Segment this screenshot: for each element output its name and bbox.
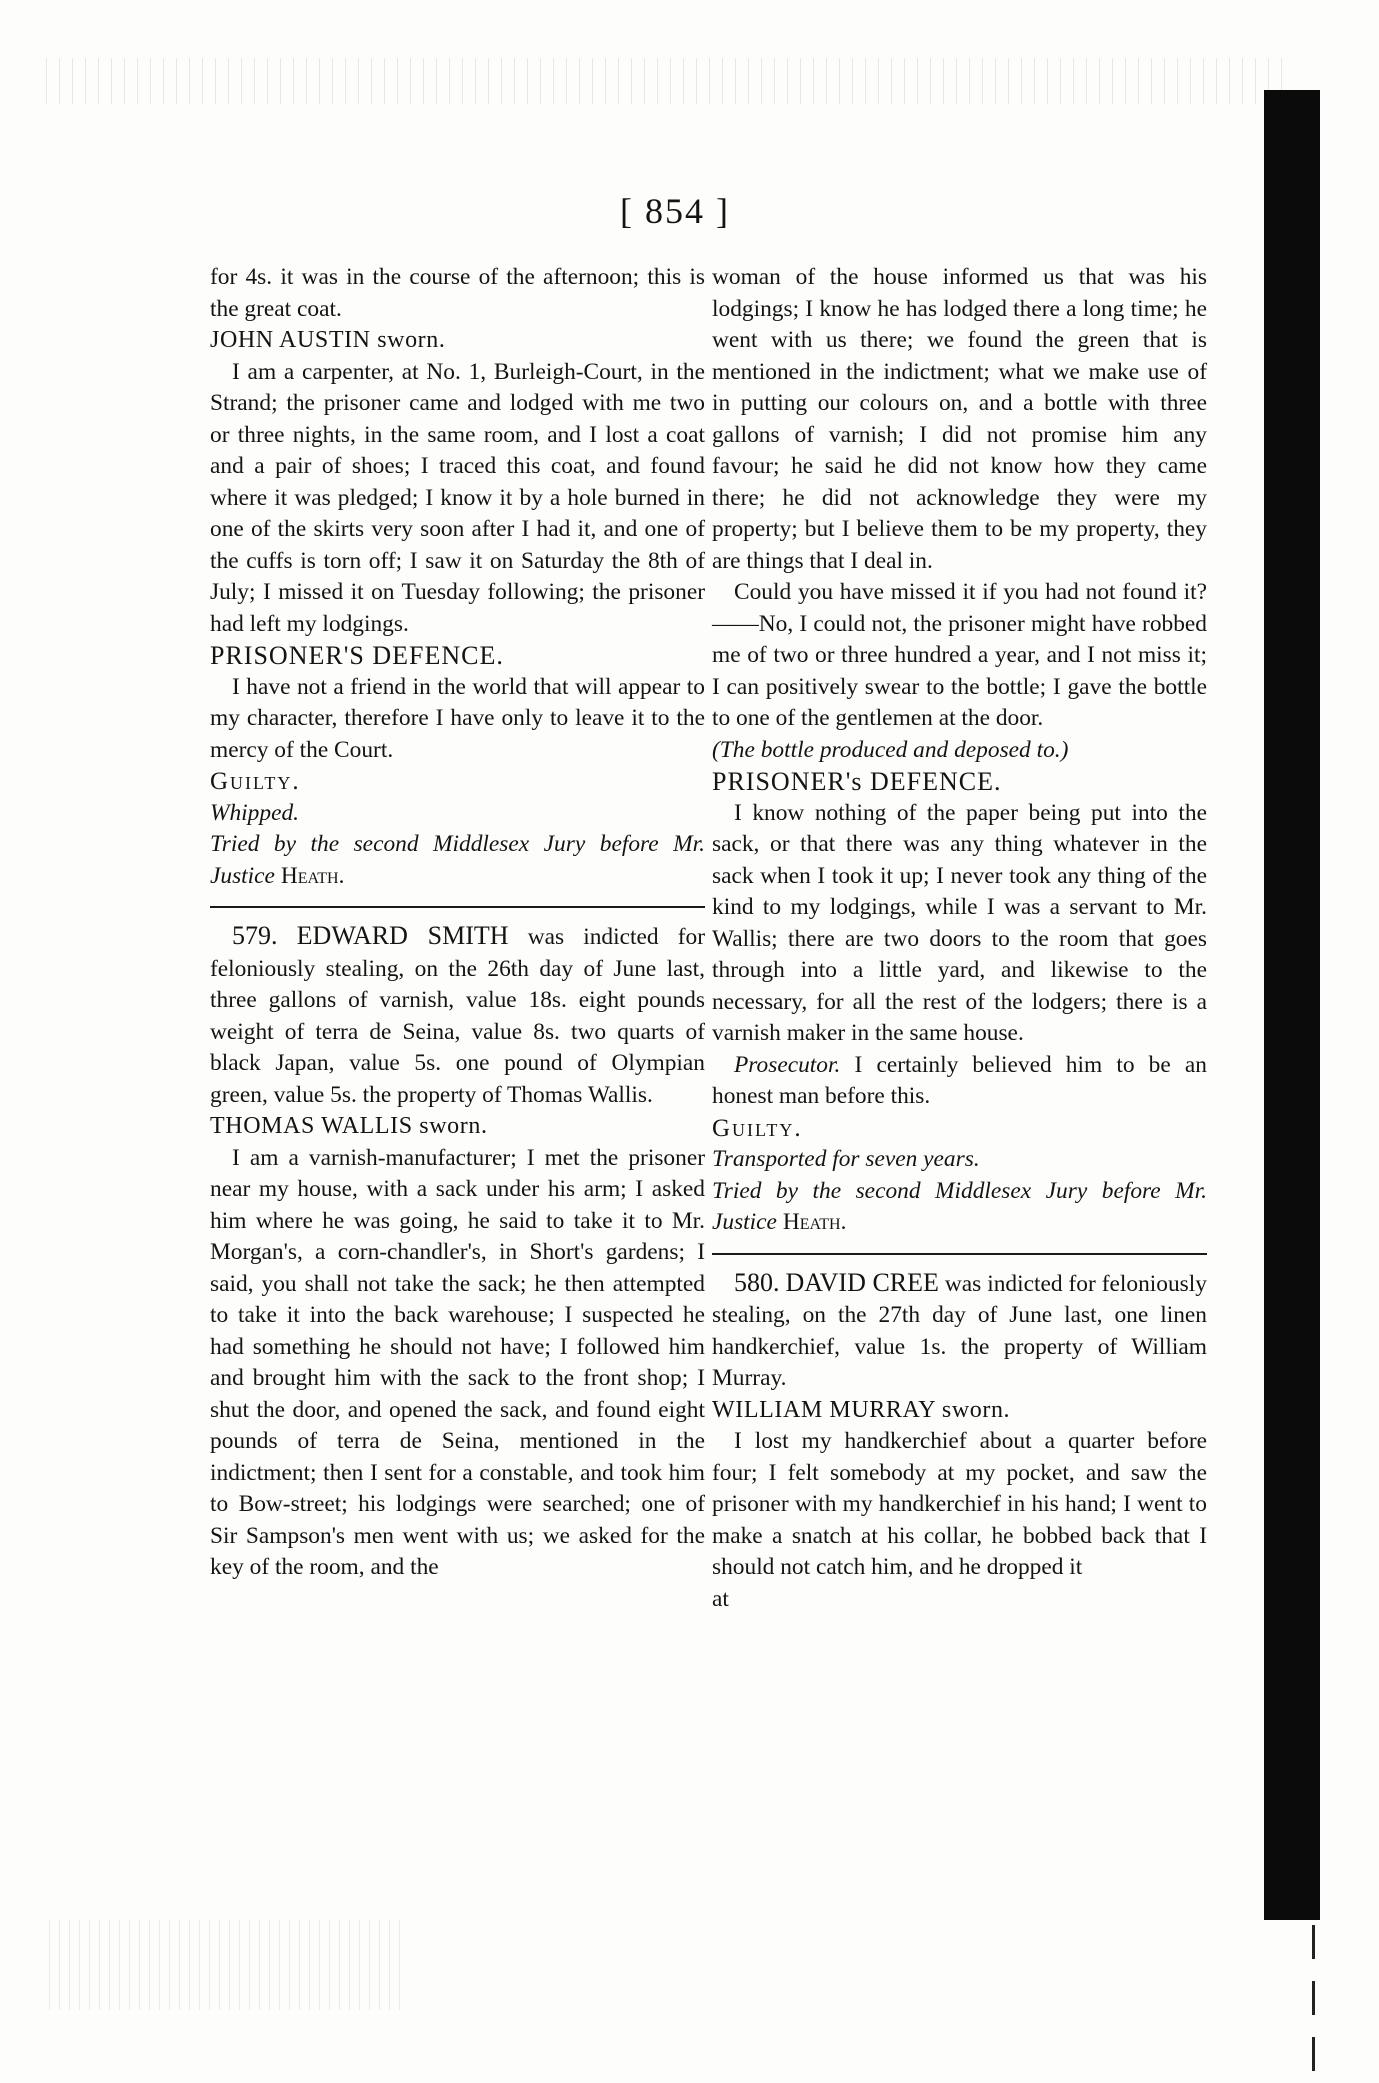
speaker-text: I certainly believed him to be an honest man before this. xyxy=(712,1051,1207,1109)
sentence: Whipped. xyxy=(210,799,299,826)
paragraph: I have not a friend in the world that will appear to my character, therefore I have only to leave it to the mercy of the Court. xyxy=(210,673,705,763)
right-column xyxy=(712,262,1207,1615)
section-rule xyxy=(210,906,705,908)
tried-line xyxy=(712,1176,1207,1239)
paragraph: woman of the house informed us that was his lodgings; I know he has lodged there a long time; he went with us there; we found the green that is mentioned in the indictment; what we make use of in putting our colours on, and a bottle with three gallons of varnish; I did not promise him any favour; he said he did not know how they came there; he did not acknowledge they were my property; but I believe them to be my property, they are things that I deal in. xyxy=(712,264,1207,574)
witness-heading: WILLIAM MURRAY sworn. xyxy=(712,1396,1011,1423)
tried-line xyxy=(210,829,705,892)
defendant-name: DAVID CREE xyxy=(785,1267,939,1297)
page-number: [ 854 ] xyxy=(620,191,730,231)
paragraph: I am a carpenter, at No. 1, Burleigh-Court, in the Strand; the prisoner came and lodged with me two or three nights, in the same room, and I lost a coat and a pair of shoes; I traced this coat, and found where it was pledged; I know it by a hole burned in one of the skirts very soon after I had it, and one of the cuffs is torn off; I saw it on Saturday the 8th of July; I missed it on Tuesday following; the prisoner had left my lodgings. xyxy=(210,358,705,637)
paragraph: I know nothing of the paper being put into the sack, or that there was any thing whatever in the sack when I took it up; I never took any thing of the kind to my lodgings, while I was a servant to Mr. Wallis; there are two doors to the room that goes through into a little yard, and likewise to the necessary, for all the rest of the lodgers; there is a varnish maker in the same house. xyxy=(712,799,1207,1046)
defendant-name: EDWARD SMITH xyxy=(296,921,509,950)
paragraph: I lost my handkerchief about a quarter before four; I felt somebody at my pocket, and saw the prisoner with my handkerchief in his hand; I went to make a snatch at his collar, he bobbed back that I should not catch him, and he dropped it xyxy=(712,1428,1207,1580)
scan-edge-shadow xyxy=(1264,90,1320,1920)
witness-heading: THOMAS WALLIS sworn. xyxy=(210,1113,488,1139)
catchword: at xyxy=(712,1585,729,1612)
speaker-label: Prosecutor. xyxy=(734,1051,841,1078)
indictment-text: was indicted for feloniously stealing, on the 26th day of June last, three gallons of varnish, value 18s. eight pounds weight of terra de Seina, value 8s. two quarts of black Japan, value 5s. one pound of Olympian green, value 5s. the property of Thomas Wallis. xyxy=(210,924,705,1108)
section-rule xyxy=(712,1253,1207,1255)
case-number: 580. xyxy=(734,1267,780,1297)
paragraph: I am a varnish-manufacturer; I met the prisoner near my house, with a sack under his arm; I asked him where he was going, he said to take it to Mr. Morgan's, a corn-chandler's, in Short's gardens; I said, you shall not take the sack; he then attempted to take it into the back warehouse; I suspected he had something he should not have; I followed him and brought him with the sack to the front shop; I shut the door, and opened the sack, and found eight pounds of terra de Seina, mentioned in the indictment; then I sent for a constable, and took him to Bow-street; his lodgings were searched; one of Sir Sampson's men went with us; we asked for the key of the room, and the xyxy=(210,1144,705,1580)
verdict: Guilty. xyxy=(712,1114,803,1142)
case-entry xyxy=(210,920,705,1111)
verdict: Guilty. xyxy=(210,768,301,795)
defence-heading: PRISONER's DEFENCE. xyxy=(712,767,1002,796)
left-column xyxy=(210,262,705,1584)
defence-heading: PRISONER'S DEFENCE. xyxy=(210,641,504,670)
scan-noise-top xyxy=(40,58,1290,104)
tried-text: Tried by the second Middlesex Jury before Mr. Justice xyxy=(712,1177,1207,1235)
sentence: Transported for seven years. xyxy=(712,1146,980,1172)
indictment-text: was indicted for feloniously stealing, on the 27th day of June last, one linen handkerchief, value 1s. the property of William Murray. xyxy=(712,1270,1207,1391)
paragraph: Could you have missed it if you had not found it?——No, I could not, the prisoner might have robbed me of two or three hundred a year, and I not miss it; I can positively swear to the bottle; I gave the bottle to one of the gentlemen at the door. xyxy=(712,579,1207,731)
case-number: 579. xyxy=(232,921,278,950)
judge-name: Heath. xyxy=(280,862,345,889)
paragraph xyxy=(712,1050,1207,1113)
judge-name: Heath. xyxy=(782,1209,847,1235)
scan-noise-bottom xyxy=(40,1920,400,2010)
scan-edge-marks xyxy=(1312,1925,1315,2075)
tried-text: Tried by the second Middlesex Jury before Mr. Justice xyxy=(210,831,705,889)
case-entry xyxy=(712,1267,1207,1395)
paragraph: for 4s. it was in the course of the afternoon; this is the great coat. xyxy=(210,264,705,322)
evidence-note: (The bottle produced and deposed to.) xyxy=(712,736,1069,763)
witness-heading: JOHN AUSTIN sworn. xyxy=(210,327,446,353)
